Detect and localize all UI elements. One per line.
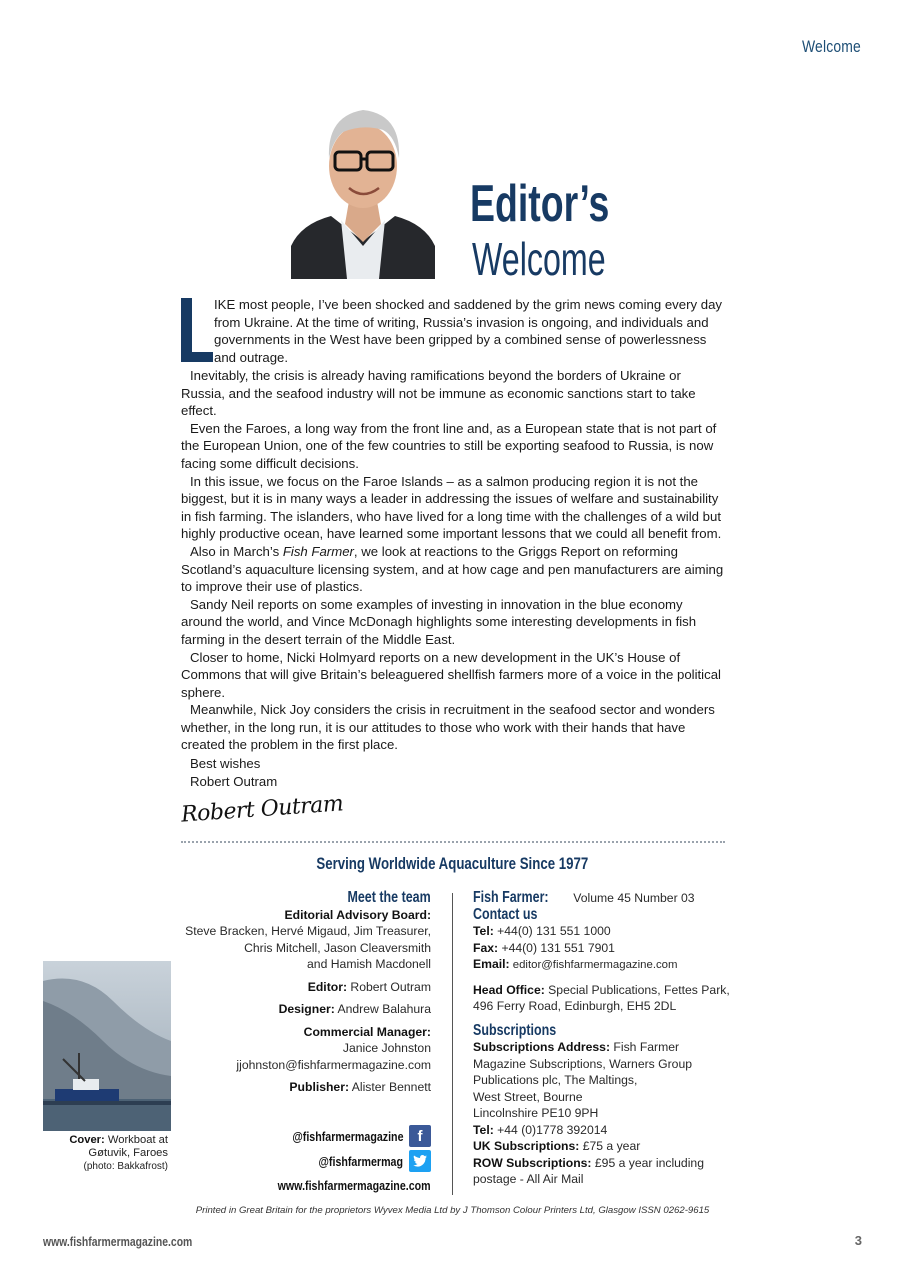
row-subs: ROW Subscriptions: £95 a year including [473,1155,704,1170]
article-body [181,367,726,754]
page-number: 3 [854,1233,862,1248]
article-paragraph: Sandy Neil reports on some examples of investing in innovation in the blue economy around the world, and Vince McDonagh highlights some interesting developments in fish farming in the desert terrain of the Middle East. [181,596,697,647]
team-section: Meet the team Editorial Advisory Board: Steve Bracken, Hervé Migaud, Jim Treasurer, Chris Mitchell, Jason Cleaversmith and Hamish Macdonell Editor: Robert Outram Designer: Andrew Balahura Commercial Manager: Janice Johnston jjohnston@fishfarmermagazine.com Publisher: Alister Bennett [171,890,431,1096]
sign-off [190,755,277,791]
closing: Best wishes [190,756,261,771]
article-paragraph: Closer to home, Nicki Holmyard reports on a new development in the UK’s House of Commons that will give Britain’s beleaguered shellfish farmers more of a voice in the political sphere. [181,649,721,700]
subs-address: Subscriptions Address: Fish Farmer [473,1040,680,1054]
article-paragraph: Also in March’s Fish Farmer, we look at reactions to the Griggs Report on reforming Scotland’s aquaculture licensing system, and at how cage and pen manufacturers are aiming to improve their use of plastics. [181,543,724,595]
article-paragraph: Inevitably, the crisis is already having ramifications beyond the borders of Ukraine or Russia, and the seafood industry will not be immune as economic sanctions start to take effect. [181,368,696,419]
column-divider [452,893,453,1195]
facebook-icon: f [409,1125,431,1147]
team-heading: Meet the team [347,889,431,906]
fax-line: Fax: +44(0) 131 551 7901 [473,940,615,955]
commercial-email[interactable]: jjohnston@fishfarmermagazine.com [236,1057,431,1072]
twitter-link[interactable]: @fishfarmermag [300,1150,431,1172]
commercial-label: Commercial Manager: [303,1024,431,1039]
subscriptions-heading: Subscriptions [473,1021,557,1039]
signature: Robert Outram [180,791,344,828]
page-title: Editor’s [470,175,610,233]
page-subtitle: Welcome [472,233,606,285]
article-paragraph: Even the Faroes, a long way from the front line and, as a European state that is not part of the European Union, one of the few countries to still be exporting seafood to Russia, is now facing some difficult decisions. [181,420,717,471]
cover-image [43,961,171,1131]
author-name: Robert Outram [190,774,278,789]
article-paragraph: In this issue, we focus on the Faroe Islands – as a salmon producing region it is not the biggest, but it is in many ways a leader in addressing the issues of welfare and sustainability in fish farming. The islanders, who have lived for a long time with the challenges of a wild but highly productive ocean, have learned some important lessons that we could all benefit from. [181,473,722,542]
office-line: Head Office: Special Publications, Fettes Park, [473,982,730,997]
website-link[interactable]: www.fishfarmermagazine.com [277,1178,431,1193]
footer-url[interactable]: www.fishfarmermagazine.com [43,1234,193,1249]
twitter-icon [409,1150,431,1172]
article-first-paragraph: IKE most people, I’ve been shocked and saddened by the grim news coming every day from Ukraine. At the time of writing, Russia’s invasion is ongoing, and individuals and governments in the West have been gripped by a combined sense of powerlessness and outrage. [214,297,723,365]
facebook-link[interactable]: @fishfarmermagazine f [268,1125,432,1147]
board-label: Editorial Advisory Board: [284,907,431,922]
designer-line: Designer: Andrew Balahura [278,1002,431,1016]
contact-heading: Contact us [473,905,538,923]
volume-line: Fish Farmer: Volume 45 Number 03 [473,889,695,906]
dotted-divider [181,841,725,843]
article-paragraph: Meanwhile, Nick Joy considers the crisis in recruitment in the seafood sector and wonders whether, in the long run, it is our attitudes to those who work with their hands that have created the problem in the first place. [181,702,715,753]
editor-line: Editor: Robert Outram [307,979,431,994]
email-line[interactable]: Email: editor@fishfarmermagazine.com [473,957,678,971]
subs-tel: Tel: +44 (0)1778 392014 [473,1122,608,1137]
section-label: Welcome [801,37,861,56]
tel-line: Tel: +44(0) 131 551 1000 [473,924,611,938]
contact-section: Fish Farmer: Volume 45 Number 03 Contact us Tel: +44(0) 131 551 1000 Fax: +44(0) 131 551 7901 Email: editor@fishfarmermagazine.com Head Office: Special Publications, Fettes Park, 496 Ferry Road, Edinburgh, EH5 2DL Subscriptions Subscriptions Address: Fish Farmer Magazine Subscriptions, Warners Group Publications plc, The Maltings, West Street, Bourne Lincolnshire PE10 9PH Tel: +44 (0)1778 392014 UK Subscriptions: £75 a year ROW Subscriptions: £95 a year including postage - All Air Mail [473,890,733,1188]
printer-credit: Printed in Great Britain for the proprietors Wyvex Media Ltd by J Thomson Colour Printers Ltd, Glasgow ISSN 0262-9615 [195,1205,710,1216]
drop-cap [181,298,213,362]
editor-portrait [291,96,435,279]
uk-subs: UK Subscriptions: £75 a year [473,1139,641,1153]
cover-caption: Cover: Workboat at Gøtuvik, Faroes (photo: Bakkafrost) [69,1134,168,1172]
publisher-line: Publisher: Alister Bennett [289,1080,431,1094]
tagline: Serving Worldwide Aquaculture Since 1977 [316,854,589,873]
